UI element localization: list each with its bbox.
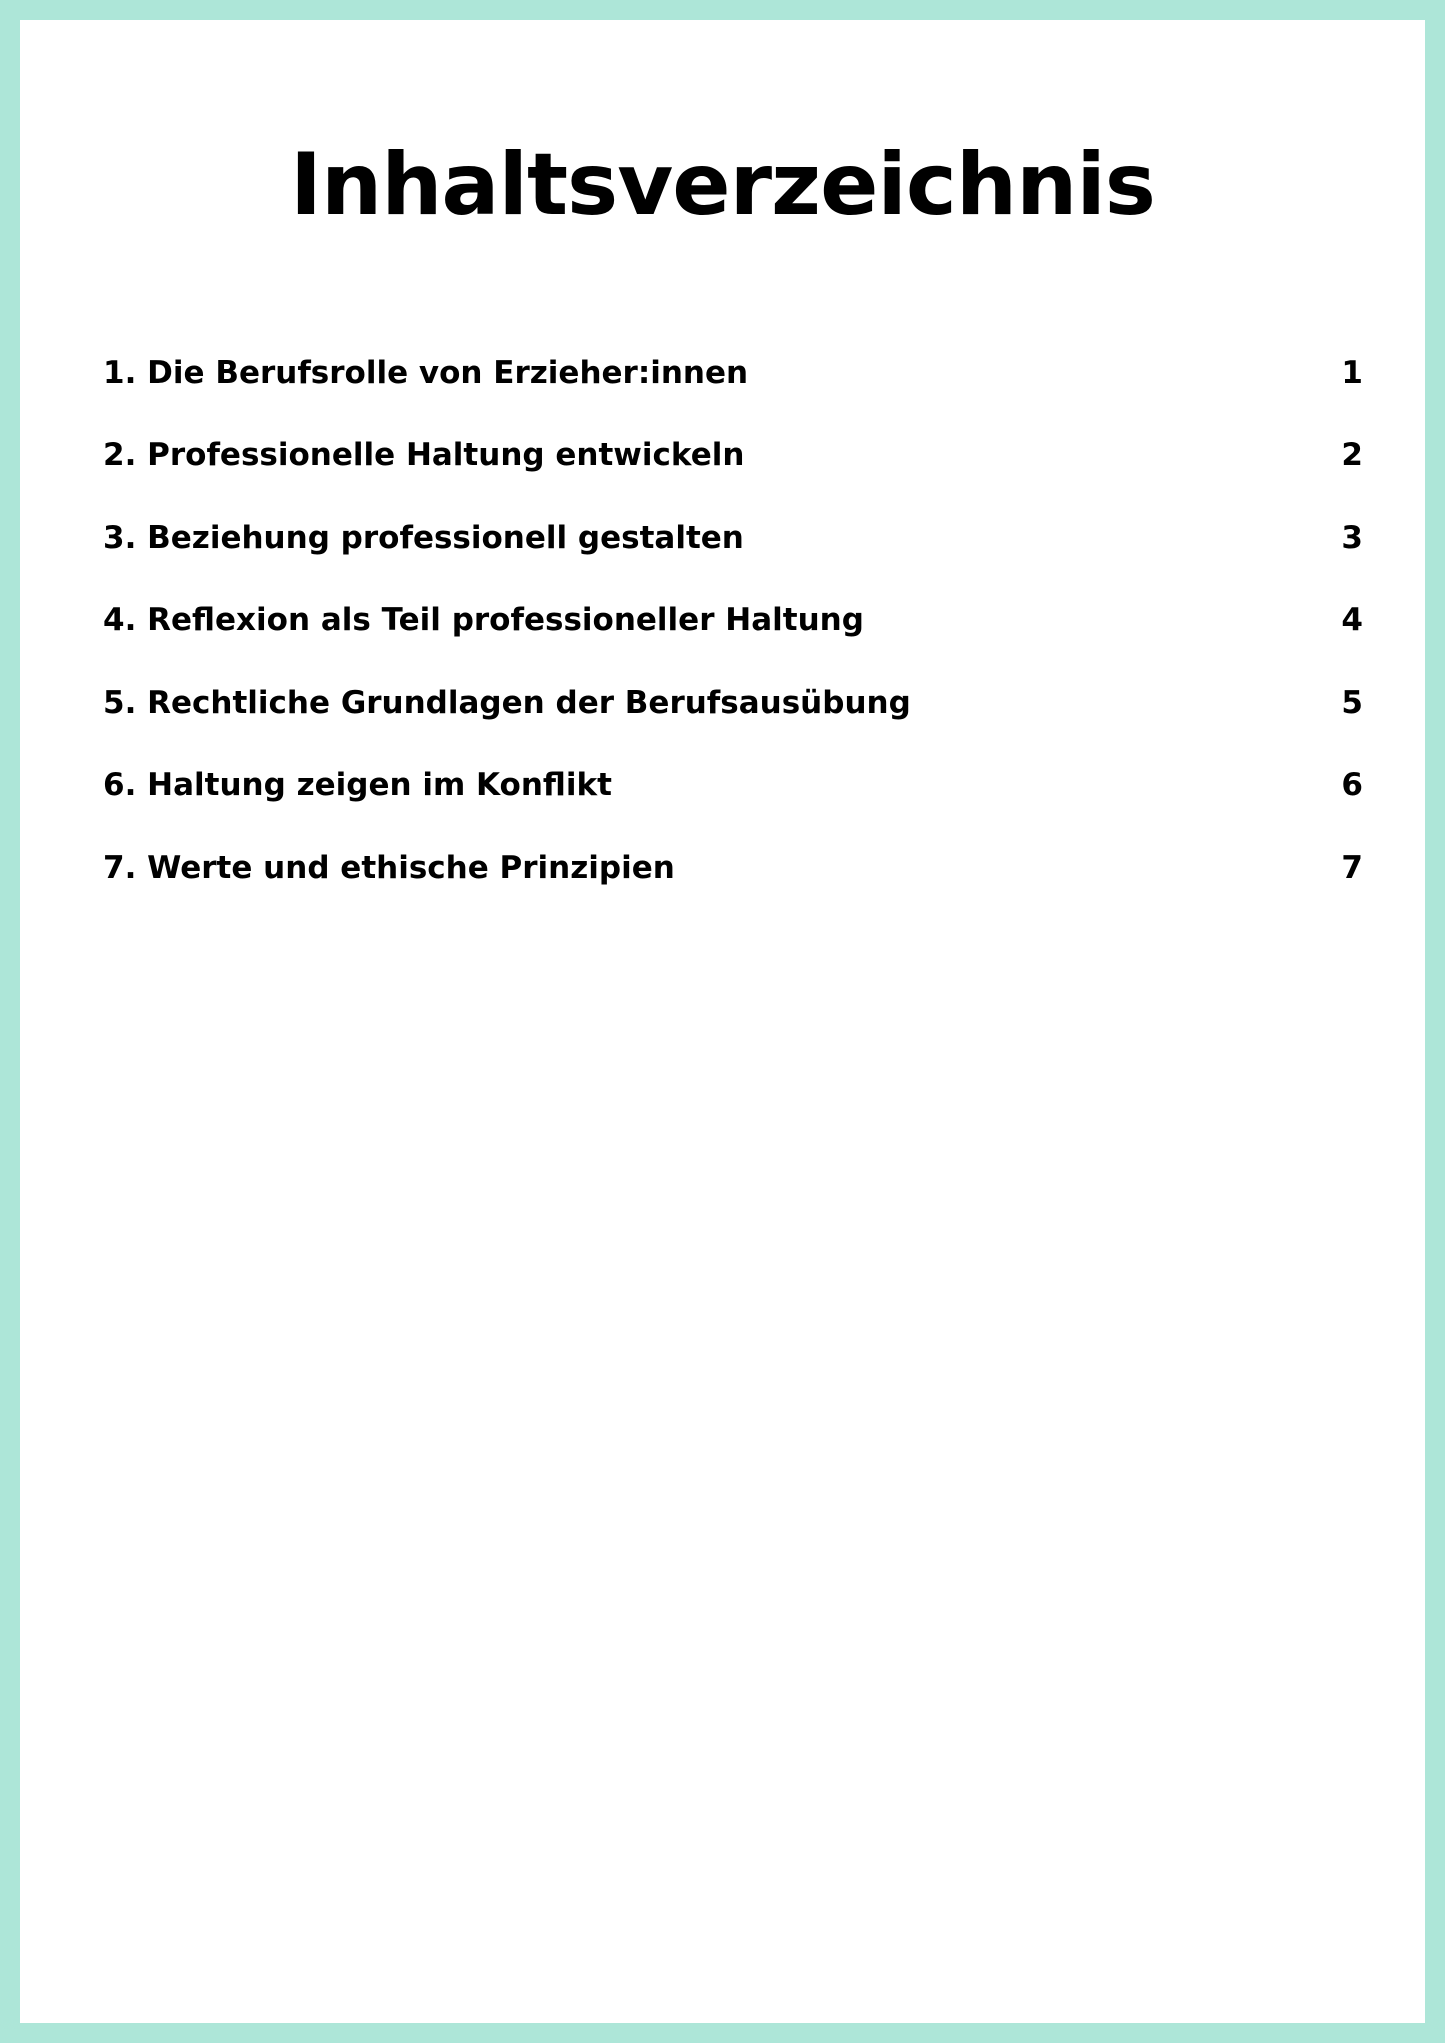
toc-entry-page-number: 2 [1341, 437, 1363, 474]
toc-entry-label: 2. Professionelle Haltung entwickeln [103, 437, 745, 474]
toc-entry [103, 497, 1363, 580]
toc-entry-label: 4. Reflexion als Teil professioneller Haltung [103, 602, 864, 639]
document-page [20, 20, 1425, 2023]
toc-entry-label: 7. Werte und ethische Prinzipien [103, 849, 675, 886]
toc-entry-page-number: 4 [1341, 602, 1363, 639]
toc-entry [103, 580, 1363, 663]
toc-entry-page-number: 1 [1341, 354, 1363, 391]
toc-entry [103, 662, 1363, 745]
toc-entry-page-number: 5 [1341, 684, 1363, 721]
toc-entry-label: 6. Haltung zeigen im Konflikt [103, 767, 612, 804]
toc-entry-label: 3. Beziehung professionell gestalten [103, 519, 744, 556]
toc-entry [103, 415, 1363, 498]
toc-entry-page-number: 6 [1341, 767, 1363, 804]
toc-entry [103, 745, 1363, 828]
toc-entry-page-number: 7 [1341, 849, 1363, 886]
toc-entry-label: 5. Rechtliche Grundlagen der Berufsausübung [103, 684, 911, 721]
toc-entry [103, 332, 1363, 415]
toc-title: Inhaltsverzeichnis [289, 135, 1155, 235]
table-of-contents [103, 332, 1363, 910]
toc-entry-page-number: 3 [1341, 519, 1363, 556]
toc-entry-label: 1. Die Berufsrolle von Erzieher:innen [103, 354, 749, 391]
toc-entry [103, 827, 1363, 910]
